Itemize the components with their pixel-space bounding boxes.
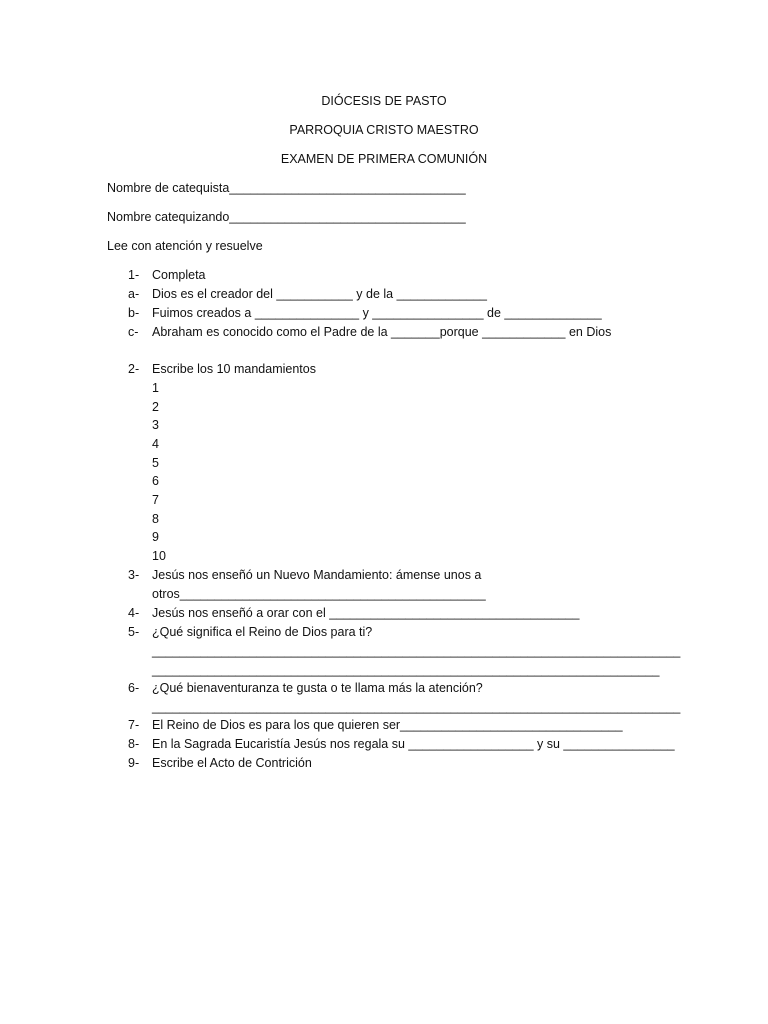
commandment-number: 1 <box>152 381 159 395</box>
question-number: 9- <box>128 756 140 770</box>
commandment-number: 5 <box>152 456 159 470</box>
question-number: 3- <box>128 568 140 582</box>
question-number: 6- <box>128 681 140 695</box>
item-letter: c- <box>128 325 139 339</box>
commandment-number: 6 <box>152 474 159 488</box>
question-number: 2- <box>128 362 140 376</box>
question-text: ¿Qué bienaventuranza te gusta o te llama más la atención? <box>152 681 483 695</box>
answer-line: _________________________________________________________________________ <box>152 663 660 677</box>
commandment-number: 3 <box>152 418 159 432</box>
commandment-number: 4 <box>152 437 159 451</box>
question-text: En la Sagrada Eucaristía Jesús nos regala su __________________ y su ________________ <box>152 737 675 751</box>
question-number: 8- <box>128 737 140 751</box>
diocese-title: DIÓCESIS DE PASTO <box>321 94 447 108</box>
question-number: 1- <box>128 268 140 282</box>
answer-line: ____________________________________________________________________________ <box>152 644 681 658</box>
exam-title: EXAMEN DE PRIMERA COMUNIÓN <box>280 152 488 166</box>
catechist-name-field: Nombre de catequista__________________________________ <box>107 181 466 195</box>
question-text: El Reino de Dios es para los que quieren ser________________________________ <box>152 718 623 732</box>
commandment-number: 2 <box>152 400 159 414</box>
commandment-number: 8 <box>152 512 159 526</box>
item-text: Fuimos creados a _______________ y ________________ de ______________ <box>152 306 602 320</box>
question-text: Escribe el Acto de Contrición <box>152 756 312 770</box>
commandment-number: 9 <box>152 530 159 544</box>
question-text: Jesús nos enseñó a orar con el ____________________________________ <box>152 606 580 620</box>
question-number: 7- <box>128 718 140 732</box>
answer-line: ____________________________________________________________________________ <box>152 700 681 714</box>
parish-title: PARROQUIA CRISTO MAESTRO <box>289 123 479 137</box>
question-text: Escribe los 10 mandamientos <box>152 362 316 376</box>
catechized-name-field: Nombre catequizando__________________________________ <box>107 210 466 224</box>
item-text: Abraham es conocido como el Padre de la _______porque ____________ en Dios <box>152 325 612 339</box>
instructions-text: Lee con atención y resuelve <box>107 239 263 253</box>
item-letter: b- <box>128 306 140 320</box>
question-number: 4- <box>128 606 140 620</box>
answer-line: otros____________________________________________ <box>152 587 486 601</box>
question-number: 5- <box>128 625 140 639</box>
question-text: Jesús nos enseñó un Nuevo Mandamiento: ámense unos a <box>152 568 482 582</box>
commandment-number: 10 <box>152 549 166 563</box>
item-letter: a- <box>128 287 140 301</box>
question-text: ¿Qué significa el Reino de Dios para ti? <box>152 625 373 639</box>
item-text: Dios es el creador del ___________ y de la _____________ <box>152 287 487 301</box>
commandment-number: 7 <box>152 493 159 507</box>
question-text: Completa <box>152 268 206 282</box>
